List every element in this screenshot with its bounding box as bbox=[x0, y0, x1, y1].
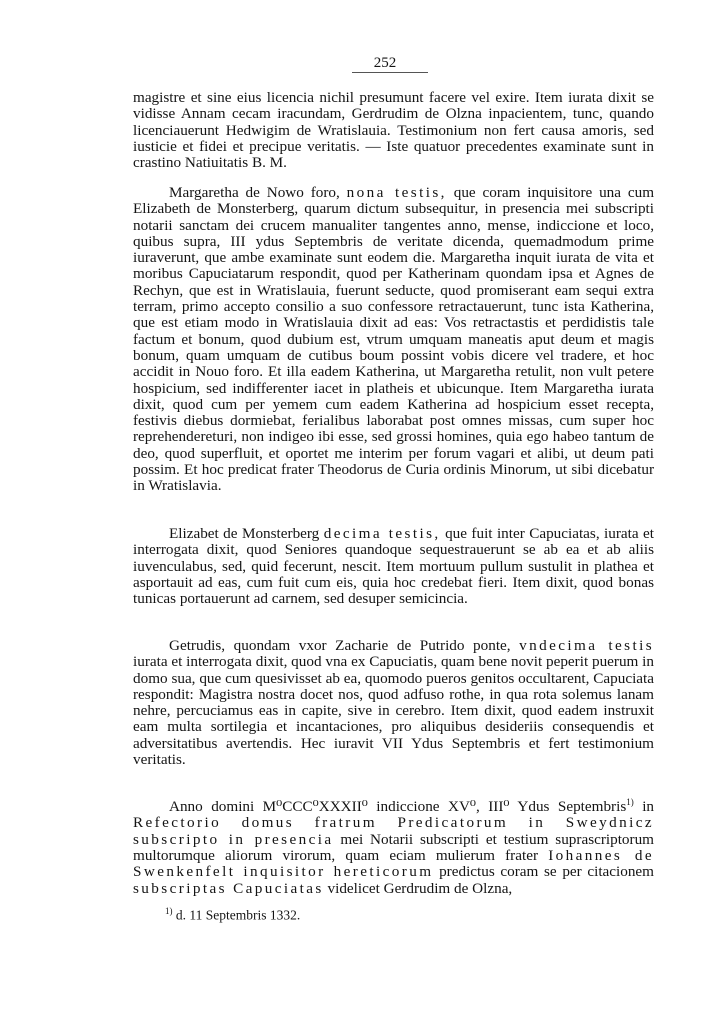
paragraph-text: Anno domini M⁰CCC⁰XXXII⁰ indiccione XV⁰, III⁰ Ydus Septembris bbox=[169, 798, 627, 816]
witness-name: Getrudis, quondam vxor Zacharie de Putrido ponte, bbox=[169, 637, 511, 654]
spaced-text: Refectorio domus fratrum Predicatorum in Sweydnicz subscripto in presencia bbox=[133, 814, 654, 848]
paragraph-nona-testis bbox=[133, 185, 654, 495]
paragraph-text: que coram inquisitore una cum Elizabeth de Monsterberg, quarum dictum subsequitur, in presencia mei subscripti notarii sanctam dei crucem manualiter tangentes anno, mense, indiccione et loco, quibus supra, III ydus Septembris de veritate dicenda, quemadmodum prime iuraverunt, que ambe examinate sunt eodem die. Margaretha inquit iurata de vita et moribus Capuciatarum respondit, quod per Katherinam quondam ipsa et Agnes de Rechyn, que est in Wratislauia, fuerunt seducte, quod promiserant eam sequi extra terram, primo accepto consilio a suo confessore retractauerunt, tunc ista Katherina, que est etiam modo in Wratislauia dixit ad eas: Vos retractastis et perdidistis tale factum et bonum, quod dubium est, vtrum umquam maneatis aput deum et magis bonum, quam umquam de cutibus boum possint vobis dicere vel tradere, et hoc accidit in Nouo foro. Et illa eadem Katherina, ut Margaretha retulit, non vult petere hospicium, sed indifferenter iacet in platheis et ubicunque. Item Margaretha iurata dixit, quod cum per yemem cum eadem Katherina ad hospicium esset recepta, festivis diebus dormiebat, ferialibus laborabat post omnes missas, cum super hoc reprehendereturi, non indigeo ibi esse, sed grossi homines, quia ego habeo tantum de deo, quod superfluit, et oportet me interim per forum vagari et alibi, ut deum pati possim. Et hoc predicat frater Theodorus de Curia ordinis Minorum, ut sibi dicebatur in Wratislavia. bbox=[133, 184, 655, 495]
footnote bbox=[165, 906, 300, 924]
page-number-rule bbox=[352, 72, 428, 73]
witness-name: Elizabet de Monsterberg bbox=[169, 525, 320, 542]
spaced-text: Iohannes de Swenkenfelt inquisitor hereticorum bbox=[133, 846, 654, 881]
paragraph-text: magistre et sine eius licencia nichil presumunt facere vel exire. Item iurata dixit se vidisse Annam cecam iracundam, Gerdrudim de Olzna inpacientem, tunc, quando licenciauerunt Hedwigim de Wratislauia. Testimonium non fert causa amoris, sed iusticie et fidei et precipue veritatis. — Iste quatuor precedentes examinate sunt in crastino Natiuitatis B. M. bbox=[133, 89, 654, 172]
paragraph-anno-domini bbox=[133, 794, 654, 897]
page-number: 252 bbox=[373, 55, 397, 71]
paragraph-vndecima-testis bbox=[133, 638, 654, 768]
paragraph-decima-testis bbox=[133, 526, 654, 607]
paragraph-text: iurata et interrogata dixit, quod vna ex Capuciatis, quam bene novit peperit puerum in domo sua, que cum quesivisset ab ea, quomodo pueros genitos occultarent, Capuciata respondit: Magistra nostra docet nos, quod adfuso rothe, in qua rota solemus lanam nehre, percuciamus eas in capite, sive in cerebro. Item dixit, quod eadem instruxit eam multa sortilegia et incantaciones, pro aliquibus desideriis consequendis et adversitatibus avertendis. Hec iuravit VII Ydus Septembris et fert testimonium veritatis. bbox=[133, 653, 654, 769]
paragraph-continuation bbox=[133, 90, 654, 171]
paragraph-text: predictus coram se per citacionem bbox=[439, 863, 654, 881]
paragraph-text: videlicet Gerdrudim de Olzna, bbox=[327, 879, 513, 897]
spaced-text: subscriptas Capuciatas bbox=[133, 879, 324, 897]
paragraph-text: mei Notarii subscripti et testium suprascriptorum multorumque aliorum virorum, quam eciam mulierum frater bbox=[133, 830, 654, 864]
footnote-marker: 1) bbox=[165, 906, 173, 916]
witness-number: vndecima testis bbox=[519, 637, 654, 654]
footnote-reference: 1) bbox=[626, 797, 634, 807]
witness-number: decima testis, bbox=[323, 525, 441, 542]
witness-number: nona testis, bbox=[346, 184, 447, 201]
footnote-text: d. 11 Septembris 1332. bbox=[175, 907, 301, 923]
paragraph-text: in bbox=[642, 798, 655, 816]
paragraph-text: que fuit inter Capuciatas, iurata et interrogata dixit, quod Seniores quandoque sequestrauerunt se ab ea et ab aliis iuvenculabus, sed, quid fecerunt, nescit. Item mortuum pullum sustulit in plathea et asportauit ad eas, cum fuit cum eis, quia hoc credebat fieri. Item dixit, quod bonas tunicas portauerunt ad carnem, sed desuper semicincia. bbox=[133, 525, 655, 608]
witness-name: Margaretha de Nowo foro, bbox=[169, 184, 340, 201]
